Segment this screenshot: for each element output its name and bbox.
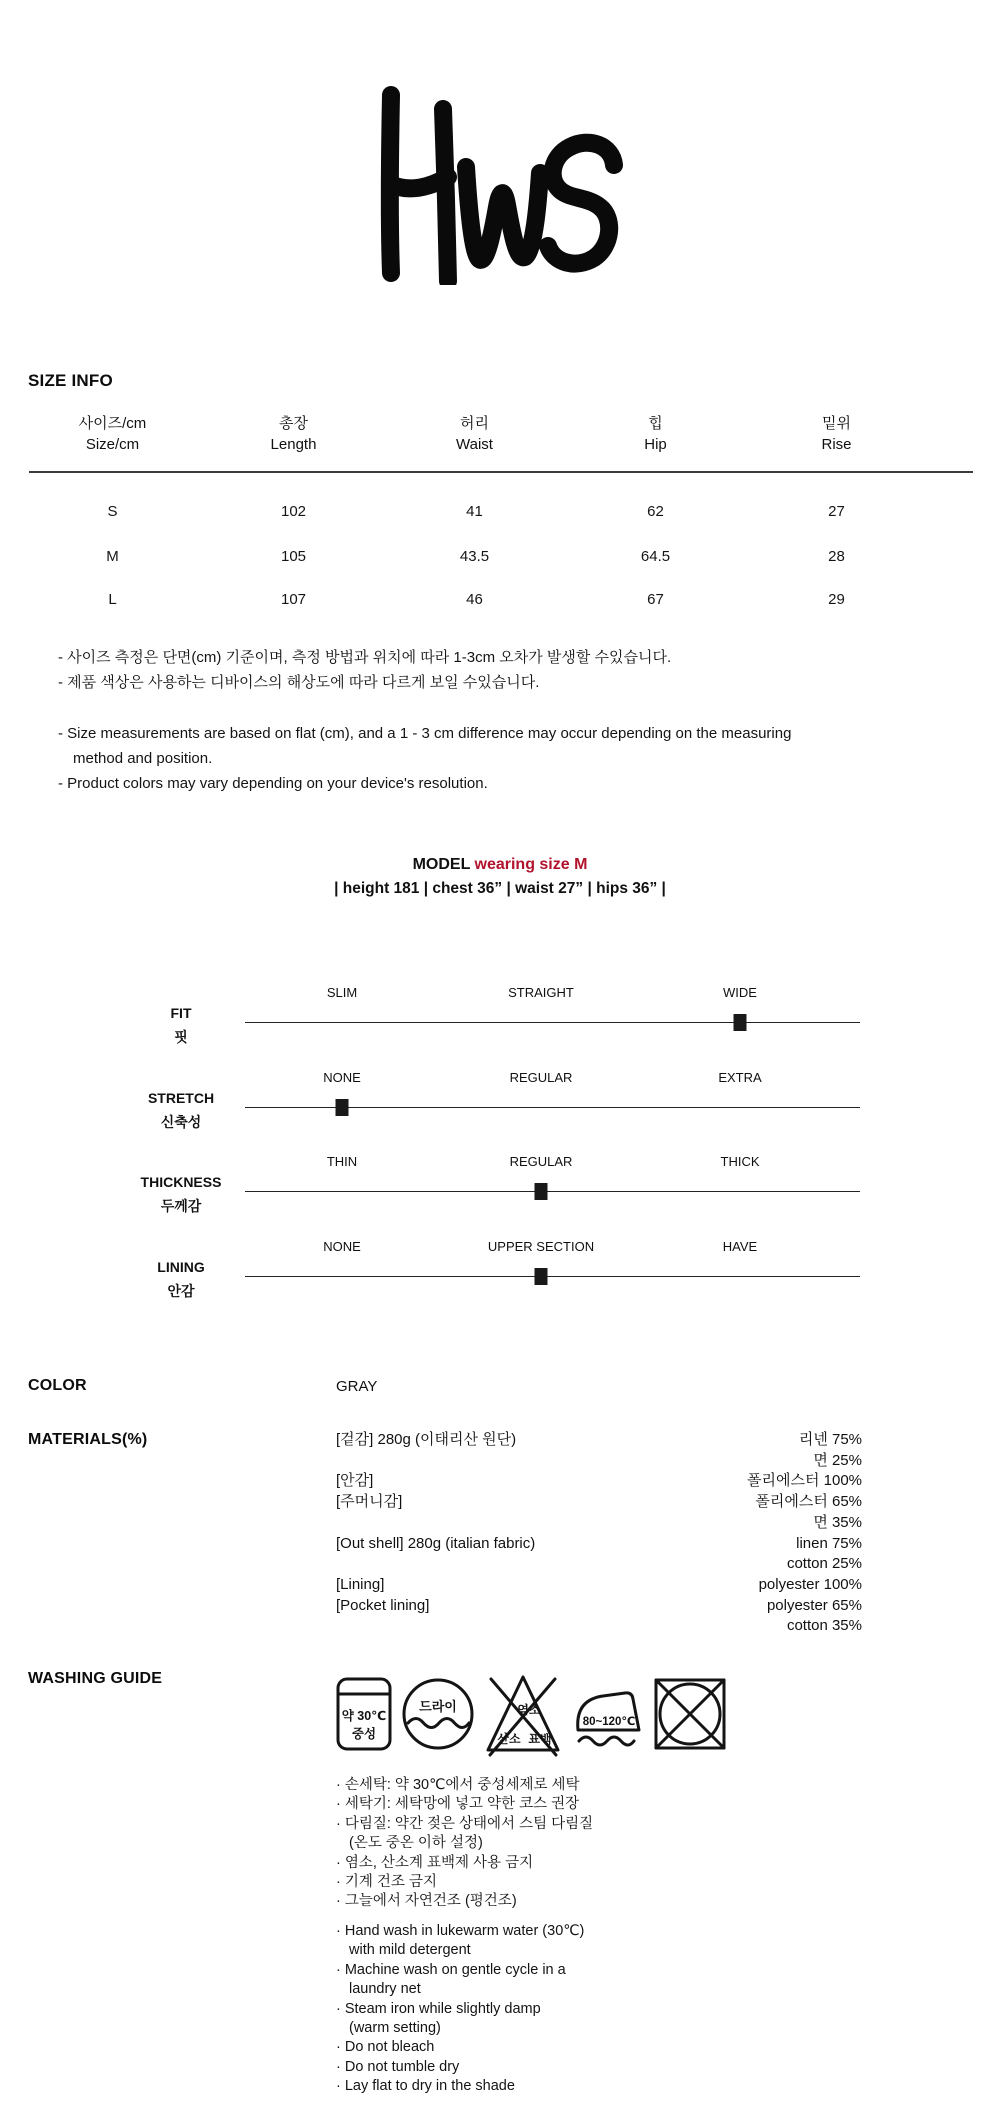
svg-text:염소: 염소: [517, 1703, 541, 1717]
note-en-2: - Product colors may vary depending on your device's resolution.: [58, 775, 488, 792]
material-value: 폴리에스터 65%: [755, 1493, 862, 1511]
do-not-bleach-icon: [484, 1670, 562, 1758]
material-label: [Out shell] 280g (italian fabric): [336, 1534, 536, 1552]
fit-option: UPPER SECTION: [487, 1239, 595, 1254]
fit-row-thickness: [0, 1144, 1000, 1229]
size-row-m: M 105 43.5 64.5 28: [106, 548, 845, 565]
header-col-length: 총장 Length: [270, 415, 317, 453]
slider-line: [245, 1276, 860, 1277]
fit-row-label: FIT 핏: [170, 1005, 192, 1045]
wash-en-line: · Hand wash in lukewarm water (30℃): [336, 1923, 585, 1939]
note-ko-1: - 사이즈 측정은 단면(cm) 기준이며, 측정 방법과 위치에 따라 1-3cm 오차가 발생할 수있습니다.: [58, 649, 672, 666]
slider-marker: [734, 1014, 747, 1031]
header-col-size: 사이즈/cm Size/cm: [78, 415, 147, 453]
fit-option: SLIM: [326, 985, 358, 1000]
material-label: [Pocket lining]: [336, 1596, 430, 1614]
hand-wash-30-icon: [336, 1677, 392, 1751]
fit-row-label: STRETCH 신축성: [147, 1090, 215, 1130]
materials-heading: MATERIALS(%): [28, 1431, 148, 1448]
color-value: GRAY: [336, 1378, 378, 1395]
size-table-header: [22, 413, 927, 455]
model-info: [0, 853, 1000, 901]
svg-text:산소: 산소: [497, 1732, 521, 1746]
wash-ko-line: · 염소, 산소계 표백제 사용 금지: [336, 1854, 534, 1871]
material-label: [Lining]: [336, 1575, 385, 1593]
material-value: polyester 100%: [758, 1575, 862, 1593]
wash-ko-line: (온도 중온 이하 설정): [349, 1835, 483, 1852]
fit-option: HAVE: [722, 1239, 758, 1254]
header-col-waist: 허리 Waist: [456, 415, 493, 453]
slider-marker: [535, 1268, 548, 1285]
slider-line: [245, 1022, 860, 1023]
material-label: [안감]: [336, 1472, 374, 1490]
fit-option: THIN: [326, 1154, 358, 1169]
size-row-s: S 102 41 62 27: [107, 503, 845, 520]
material-value: 면 25%: [813, 1451, 862, 1469]
material-label: [주머니감]: [336, 1493, 403, 1511]
washing-icons-row: [336, 1668, 727, 1760]
svg-text:중성: 중성: [351, 1727, 377, 1741]
model-wearing-size: wearing size M: [474, 856, 588, 873]
wash-en-line: (warm setting): [349, 2020, 441, 2037]
brand-logo-hws-icon: [373, 85, 625, 290]
washing-instructions-en: [336, 1922, 584, 2097]
material-value: 폴리에스터 100%: [747, 1472, 862, 1490]
wash-en-line: with mild detergent: [349, 1942, 471, 1959]
washing-guide-heading: WASHING GUIDE: [28, 1670, 163, 1687]
note-en-1-cont: method and position.: [73, 750, 213, 767]
fit-row-label: LINING 안감: [157, 1259, 205, 1299]
material-value: 면 35%: [813, 1513, 862, 1531]
material-value: polyester 65%: [766, 1596, 862, 1614]
slider-marker: [336, 1099, 349, 1116]
material-value: cotton 35%: [786, 1617, 862, 1635]
slider-line: [245, 1191, 860, 1192]
slider-marker: [535, 1183, 548, 1200]
size-notes: [58, 645, 791, 796]
wash-en-line: · Do not bleach: [336, 2039, 435, 2056]
iron-80-120-icon: [571, 1679, 644, 1749]
header-col-rise: 밑위 Rise: [821, 415, 852, 453]
color-heading: COLOR: [28, 1377, 87, 1394]
fit-row-lining: [0, 1229, 1000, 1314]
washing-instructions-ko: [336, 1776, 593, 1912]
material-label: [겉감] 280g (이태리산 원단): [336, 1431, 517, 1448]
fit-option: NONE: [323, 1070, 361, 1085]
materials-list: [336, 1430, 862, 1637]
material-value: linen 75%: [796, 1534, 862, 1552]
fit-option: STRAIGHT: [508, 985, 574, 1000]
fit-row-fit: [0, 975, 1000, 1060]
size-info-heading: SIZE INFO: [28, 371, 113, 390]
model-heading: MODEL wearing size M: [412, 856, 588, 873]
fit-row-stretch: [0, 1060, 1000, 1145]
fit-option: REGULAR: [509, 1070, 573, 1085]
dry-clean-icon: [401, 1677, 475, 1751]
wash-ko-line: · 기계 건조 금지: [336, 1874, 437, 1891]
note-ko-2: - 제품 색상은 사용하는 디바이스의 해상도에 따라 다르게 보일 수있습니다.: [58, 674, 540, 691]
fit-option: WIDE: [723, 985, 757, 1000]
header-col-hip: 힙 Hip: [644, 415, 667, 453]
model-specs: | height 181 | chest 36” | waist 27” | hips 36” |: [334, 880, 666, 897]
wash-ko-line: · 다림질: 약간 젖은 상태에서 스팀 다림질: [336, 1815, 594, 1832]
wash-en-line: · Lay flat to dry in the shade: [336, 2078, 515, 2095]
wash-ko-line: · 세탁기: 세탁망에 넣고 약한 코스 권장: [336, 1796, 580, 1813]
svg-text:80~120℃: 80~120℃: [582, 1716, 636, 1728]
wash-en-line: laundry net: [349, 1981, 421, 1998]
do-not-tumble-dry-icon: [653, 1677, 727, 1751]
fit-option: THICK: [720, 1154, 760, 1169]
svg-text:약 30℃: 약 30℃: [341, 1709, 387, 1723]
wash-ko-line: · 그늘에서 자연건조 (평건조): [336, 1893, 517, 1910]
fit-option: REGULAR: [509, 1154, 573, 1169]
svg-text:드라이: 드라이: [419, 1699, 457, 1714]
wash-en-line: · Steam iron while slightly damp: [336, 2000, 541, 2017]
size-row-l: L 107 46 67 29: [108, 591, 845, 608]
table-divider: [29, 471, 973, 473]
material-value: 리넨 75%: [798, 1431, 862, 1448]
svg-text:표백: 표백: [528, 1732, 552, 1746]
material-value: cotton 25%: [786, 1555, 862, 1573]
wash-en-line: · Machine wash on gentle cycle in a: [336, 1961, 566, 1978]
fit-row-label: THICKNESS 두께감: [140, 1174, 222, 1214]
fit-option: NONE: [323, 1239, 361, 1254]
note-en-1: - Size measurements are based on flat (cm), and a 1 - 3 cm difference may occur depending on the measuring: [58, 725, 792, 742]
fit-option: EXTRA: [718, 1070, 762, 1085]
wash-en-line: · Do not tumble dry: [336, 2058, 460, 2075]
wash-ko-line: · 손세탁: 약 30℃에서 중성세제로 세탁: [336, 1777, 580, 1793]
